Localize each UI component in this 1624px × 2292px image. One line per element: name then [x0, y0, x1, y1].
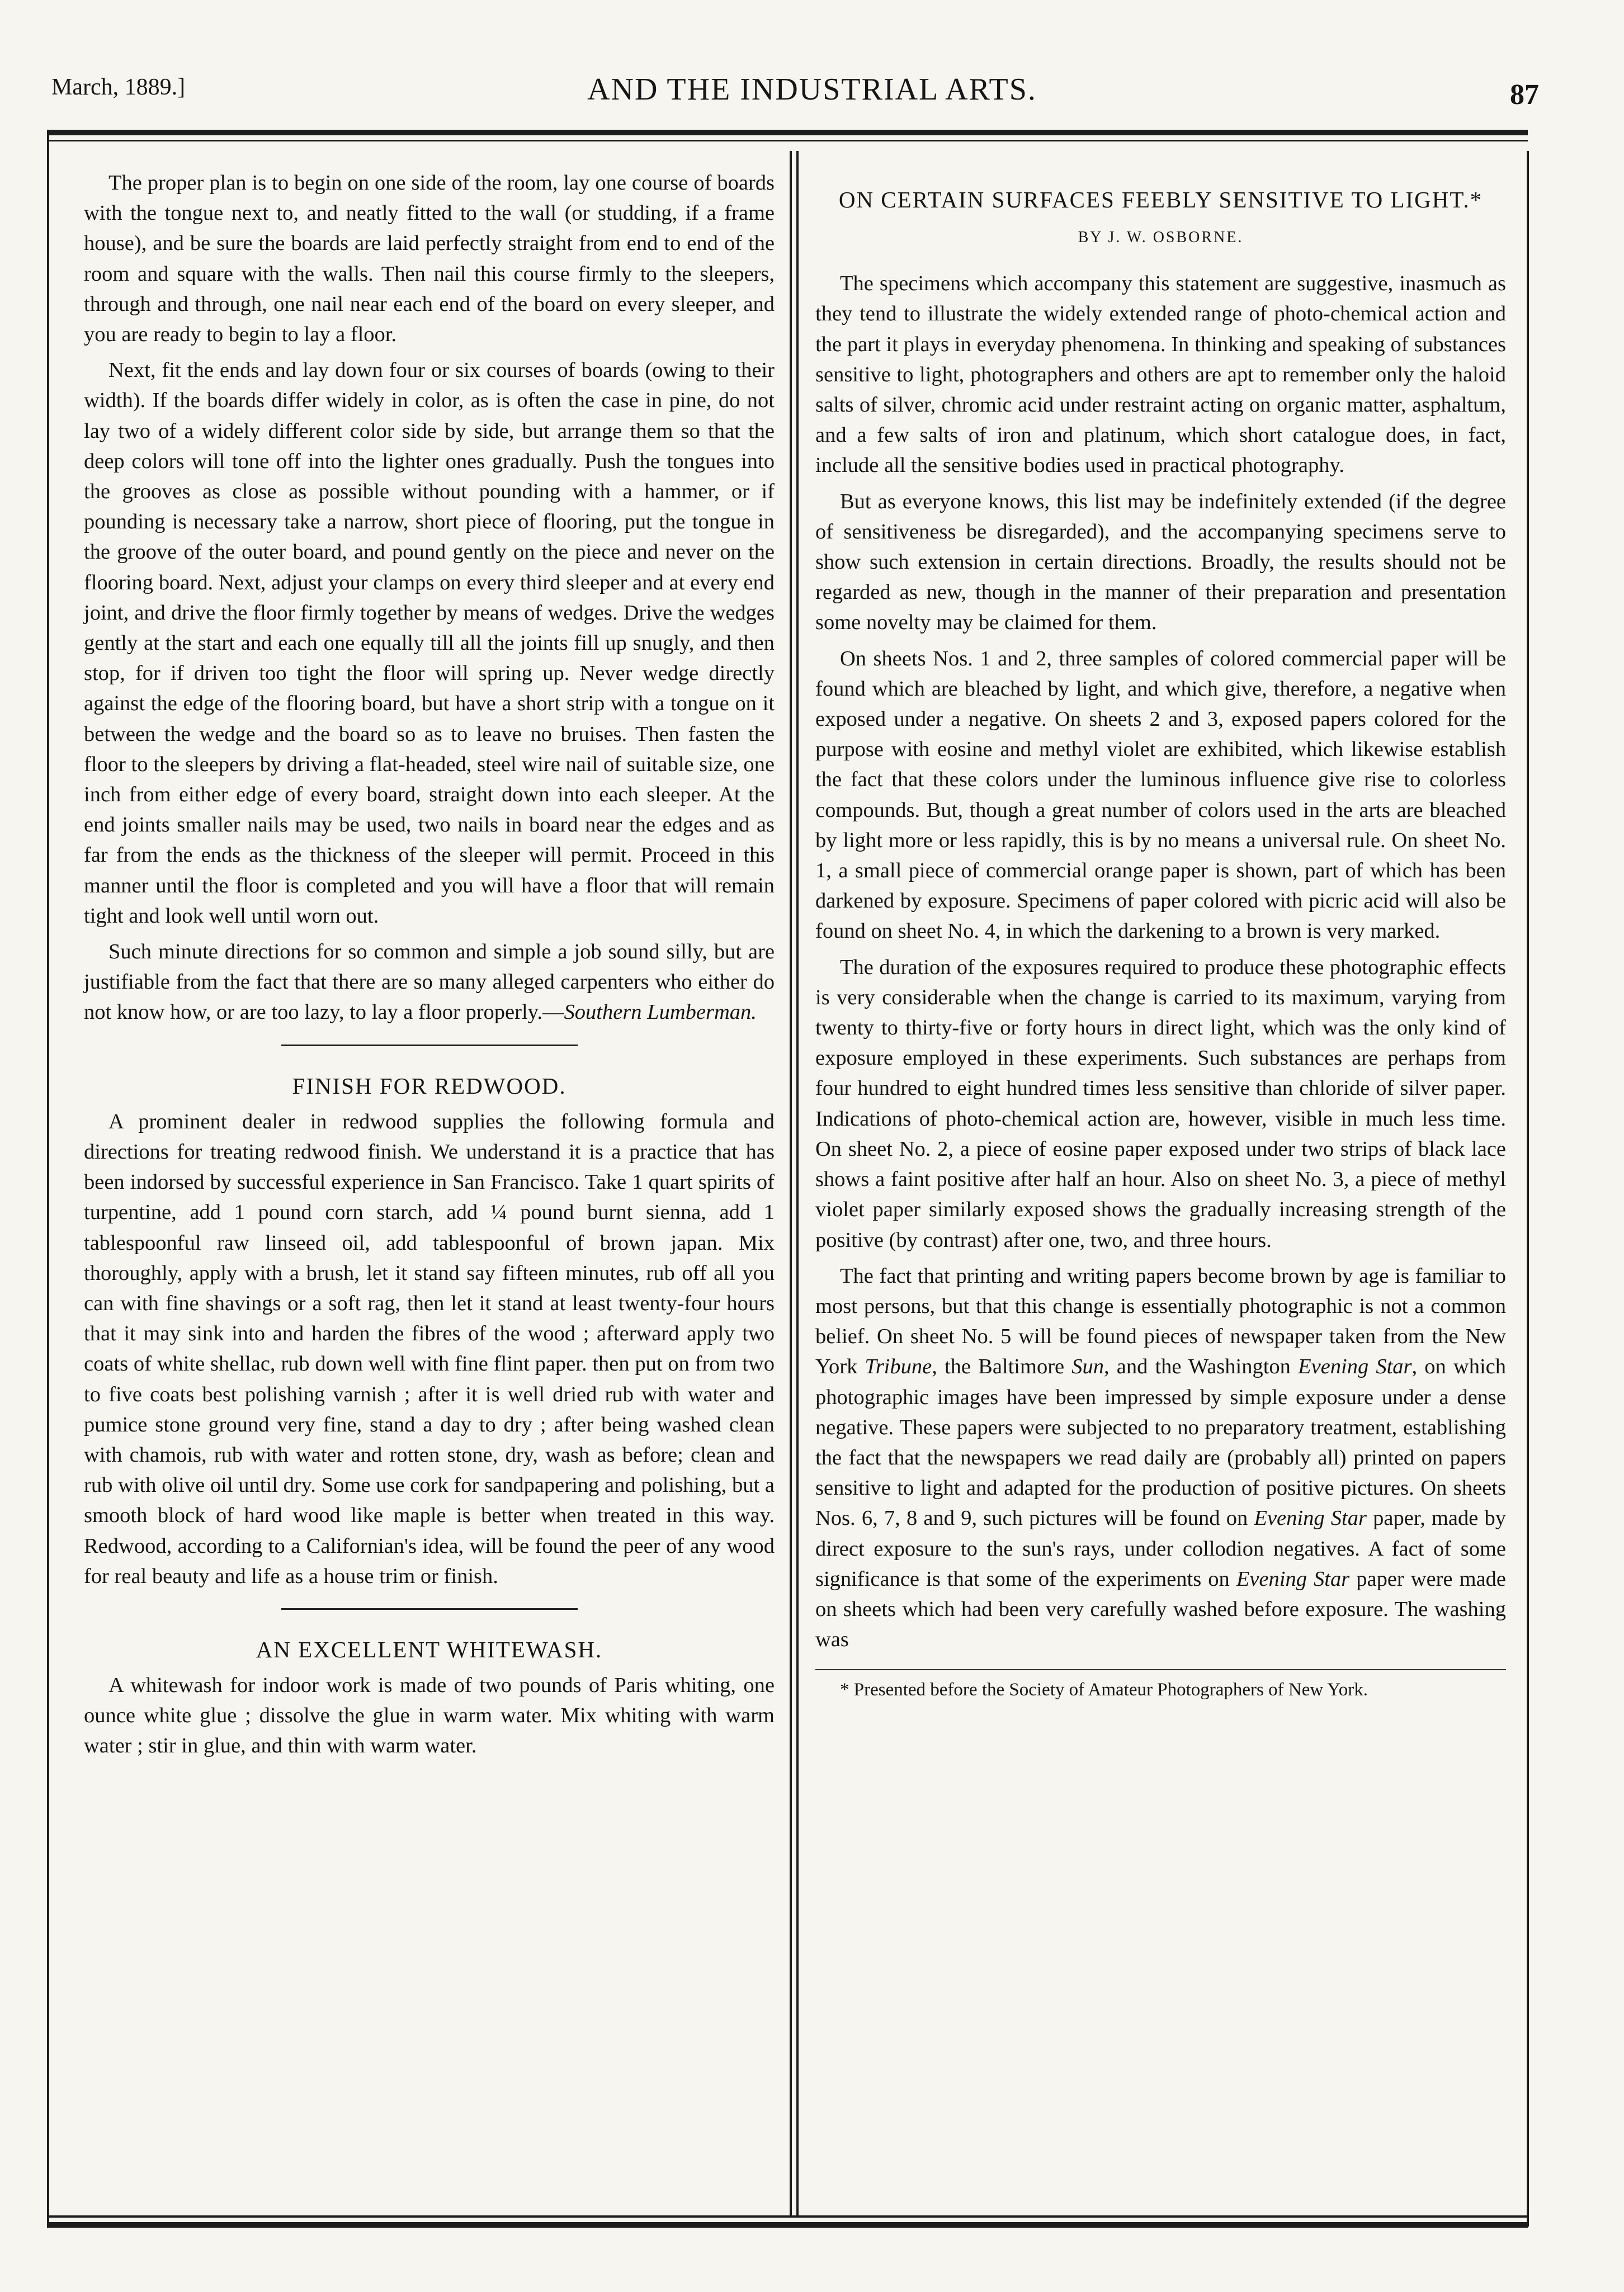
top-rule-thin [47, 140, 1528, 141]
section-separator [281, 1608, 578, 1610]
text-run: , and the Washington [1104, 1355, 1299, 1379]
article-paragraph-3: On sheets Nos. 1 and 2, three samples of colored commercial paper will be found which are bleached by light, and which give, therefore, a negative when exposed under a negative. On sheets 2 and 3, exposed papers colored for the purpose with eosine and methyl violet are exhibited, which likewise establish the fact that these colors under the luminous influence give rise to colorless compounds. But, though a great number of colors used in the arts are bleached by light more or less rapidly, this is by no means a universal rule. On sheet No. 1, a small piece of commercial orange paper is shown, part of which has been darkened by exposure. Specimens of paper colored with picric acid will also be found on sheet No. 4, in which the darkening to a brown is very marked. [815, 646, 1506, 943]
redwood-heading: FINISH FOR REDWOOD. [292, 1072, 566, 1099]
article-paragraph-1: The specimens which accompany this statement are suggestive, inasmuch as they tend to illustrate the widely extended range of photo-chemical action and the part it plays in everyday phenomena. In thinking and speaking of substances sensitive to light, photographers and others are apt to remember only the haloid salts of silver, chromic acid under restraint acting on organic matter, asphaltum, and a few salts of iron and platinum, which short catalogue does, in fact, include all the sensitive bodies used in practical photography. [815, 272, 1506, 478]
newspaper-name: Evening Star [1298, 1355, 1412, 1379]
floor-closing-text: Such minute directions for so common and simple a job sound silly, but are justifiable from the fact that there are so many alleged carpenters who either do not know how, or are too lazy, to lay a floor properly.— [84, 940, 775, 1024]
bottom-rule-thin [47, 2215, 1528, 2218]
text-run: paper were made on sheets which had been very carefully washed before exposure. The washing was [815, 1567, 1506, 1652]
page-number: 87 [1510, 79, 1539, 111]
column-divider-left [790, 151, 792, 2215]
text-run: , the Baltimore [932, 1355, 1072, 1379]
footnote [815, 1669, 1506, 1703]
newspaper-name: Evening Star [1236, 1567, 1350, 1591]
footnote-text: * Presented before the Society of Amateur Photographers of New York. [840, 1680, 1368, 1700]
top-rule-thick [47, 130, 1528, 135]
newspaper-name: Evening Star [1254, 1506, 1367, 1530]
issue-date: March, 1889.] [51, 74, 186, 100]
article-byline: BY J. W. OSBORNE. [1078, 229, 1244, 246]
section-separator [281, 1045, 578, 1046]
left-border [47, 130, 49, 2228]
floor-paragraph-2: Next, fit the ends and lay down four or six courses of boards (owing to their width). If the boards differ widely in color, as is often the case in pine, do not lay two of a widely different color side by side, but arrange them so that the deep colors will tone off into the lighter ones gradually. Push the tongues into the grooves as close as possible without pounding with a hammer, or if pounding is necessary take a narrow, short piece of flooring, put the tongue in the groove of the outer board, and pound gently on the piece and never on the flooring board. Next, adjust your clamps on every third sleeper and at every end joint, and drive the floor firmly together by means of wedges. Drive the wedges gently at the start and each one equally till all the joints fill up snugly, and then stop, for if driven too tight the floor will spring up. Never wedge directly against the edge of the flooring board, but have a short strip with a tongue on it between the wedge and the board so as to leave no bruises. Then fasten the floor to the sleepers by driving a flat-headed, steel wire nail of suitable size, one inch from either edge of every board, straight down into each sleeper. At the end joints smaller nails may be used, two nails in board near the edges and as far from the ends as the thickness of the sleeper will permit. Proceed in this manner until the floor is completed and you will have a floor that will remain tight and look well until worn out. [84, 358, 775, 928]
right-border [1527, 151, 1529, 2227]
floor-paragraph-3 [84, 937, 775, 1028]
redwood-paragraph: A prominent dealer in redwood supplies the following formula and directions for treating redwood finish. We understand it is a practice that has been indorsed by successful experience in San Francisco. Take 1 quart spirits of turpentine, add 1 pound corn starch, add ¼ pound burnt sienna, add 1 tablespoonful raw linseed oil, add tablespoonful of brown japan. Mix thoroughly, apply with a brush, let it stand say fifteen minutes, rub off all you can with fine shavings or a soft rag, then let it stand at least twenty-four hours that it may sink into and harden the fibres of the wood ; afterward apply two coats of white shellac, rub down well with fine flint paper. then put on from two to five coats best polishing varnish ; after it is well dried rub with water and pumice stone ground very fine, stand a day to dry ; after being washed clean with chamois, rub with water and rotten stone, dry, wash as before; clean and rub with olive oil until dry. Some use cork for sandpapering and polishing, but a smooth block of hard wood like maple is better when treated in this way. Redwood, according to a Californian's idea, will be found the peer of any wood for real beauty and life as a house trim or finish. [84, 1109, 775, 1588]
floor-paragraph-1: The proper plan is to begin on one side of the room, lay one course of boards with the tongue next to, and neatly fitted to the wall (or studding, if a frame house), and be sure the boards are laid perfectly straight from end to end of the room and square with the walls. Then nail this course firmly to the sleepers, through and through, one nail near each end of the board on every sleeper, and you are ready to begin to lay a floor. [84, 171, 775, 347]
article-heading: ON CERTAIN SURFACES FEEBLY SENSITIVE TO LIGHT.* [838, 187, 1483, 212]
journal-title: AND THE INDUSTRIAL ARTS. [587, 72, 1037, 107]
left-column [84, 168, 775, 1767]
article-paragraph-5 [815, 1261, 1506, 1655]
article-paragraph-2: But as everyone knows, this list may be indefinitely extended (if the degree of sensitiveness be disregarded), and the accompanying specimens serve to show such extension in certain directions. Broadly, the results should not be regarded as new, though in the manner of their preparation and presentation some novelty may be claimed for them. [815, 489, 1506, 635]
text-run: The fact that printing and writing papers become brown by age is familiar to most persons, but that this change is essentially photographic is not a common belief. On sheet No. 5 will be found pieces of newspaper taken from the New York [815, 1264, 1506, 1379]
newspaper-name: Tribune [865, 1355, 932, 1379]
running-head [0, 0, 1624, 129]
bottom-rule-thick [47, 2222, 1528, 2228]
newspaper-name: Sun [1071, 1355, 1104, 1379]
floor-source: Southern Lumberman. [564, 1000, 757, 1024]
column-divider-right [796, 151, 799, 2215]
text-run: , on which photographic images have been impressed by simple exposure under a dense negative. These papers were subjected to no preparatory treatment, establishing the fact that the newspapers we read daily are (probably all) printed on papers sensitive to light and adapted for the production of positive pictures. On sheets Nos. 6, 7, 8 and 9, such pictures will be found on [815, 1355, 1506, 1530]
right-column [815, 185, 1506, 1703]
text-run: paper, made by direct exposure to the sun's rays, under collodion negatives. A fact of some significance is that some of the experiments on [815, 1506, 1506, 1591]
article-paragraph-4: The duration of the exposures required to produce these photographic effects is very considerable when the change is carried to its maximum, varying from twenty to thirty-five or forty hours in direct light, which was the only kind of exposure employed in these experiments. Such substances are perhaps from four hundred to eight hundred times less sensitive than chloride of silver paper. Indications of photo-chemical action are, however, visible in much less time. On sheet No. 2, a piece of eosine paper exposed under two strips of black lace shows a faint positive after half an hour. Also on sheet No. 3, a piece of methyl violet paper similarly exposed shows the gradually increasing strength of the positive (by contrast) after one, two, and three hours. [815, 955, 1506, 1252]
whitewash-heading: AN EXCELLENT WHITEWASH. [256, 1636, 603, 1662]
whitewash-paragraph: A whitewash for indoor work is made of two pounds of Paris whiting, one ounce white glue ; dissolve the glue in warm water. Mix whiting with warm water ; stir in glue, and thin with warm water. [84, 1673, 775, 1758]
